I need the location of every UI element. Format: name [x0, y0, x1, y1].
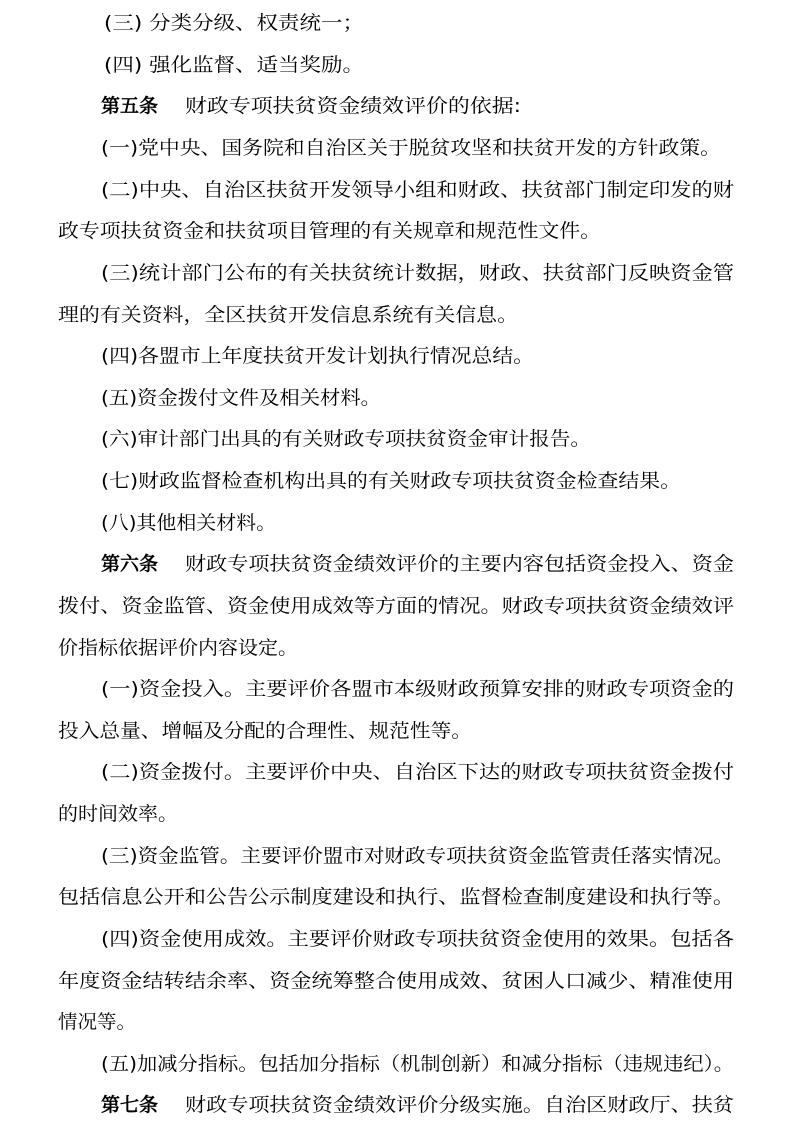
- article-text: 财政专项扶贫资金绩效评价的依据:: [185, 95, 521, 117]
- paragraph-text: 政专项扶贫资金和扶贫项目管理的有关规章和规范性文件。: [58, 220, 601, 242]
- paragraph-text: (六)审计部门出具的有关财政专项扶贫资金审计报告。: [101, 428, 591, 450]
- paragraph-text: 的时间效率。: [58, 803, 178, 825]
- paragraph-text: (八)其他相关材料。: [101, 512, 276, 534]
- paragraph-line: [58, 961, 734, 1001]
- paragraph-text: (一)党中央、国务院和自治区关于脱贫攻坚和扶贫开发的方针政策。: [101, 137, 721, 159]
- paragraph-text: 情况等。: [58, 1011, 136, 1033]
- paragraph-text: (五)资金拨付文件及相关材料。: [101, 387, 381, 409]
- paragraph-line: [101, 336, 534, 376]
- article-text: 财政专项扶贫资金绩效评价的主要内容包括资金投入、资金: [185, 553, 734, 575]
- paragraph-text: (三)资金监管。主要评价盟市对财政专项扶贫资金监管责任落实情况。: [101, 845, 734, 867]
- paragraph-line: [101, 1085, 734, 1125]
- paragraph-line: [104, 3, 364, 43]
- paragraph-line: [101, 752, 734, 792]
- paragraph-line: [101, 1044, 734, 1084]
- paragraph-text: (二)资金拨付。主要评价中央、自治区下达的财政专项扶贫资金拨付: [101, 761, 735, 783]
- paragraph-text: (五)加减分指标。包括加分指标（机制创新）和减分指标（违规违纪）。: [101, 1053, 734, 1075]
- paragraph-text: 理的有关资料，全区扶贫开发信息系统有关信息。: [58, 304, 518, 326]
- paragraph-line: [58, 295, 518, 335]
- paragraph-text: 拨付、资金监管、资金使用成效等方面的情况。财政专项扶贫资金绩效评: [58, 595, 734, 617]
- article-text: 财政专项扶贫资金绩效评价分级实施。自治区财政厅、扶贫: [185, 1094, 734, 1116]
- paragraph-line: [58, 794, 178, 834]
- paragraph-line: [58, 877, 734, 917]
- article-number: 第七条: [101, 1094, 159, 1116]
- paragraph-text: (七)财政监督检查机构出具的有关财政专项扶贫资金检查结果。: [101, 470, 681, 492]
- paragraph-text: 投入总量、增幅及分配的合理性、规范性等。: [58, 720, 472, 742]
- paragraph-line: [101, 503, 276, 543]
- paragraph-line: [101, 919, 734, 959]
- paragraph-line: [101, 253, 734, 293]
- paragraph-text: (三)统计部门公布的有关扶贫统计数据，财政、扶贫部门反映资金管: [101, 262, 735, 284]
- paragraph-text: 年度资金结转结余率、资金统筹整合使用成效、贫困人口减少、精准使用: [58, 970, 734, 992]
- paragraph-text: (四)资金使用成效。主要评价财政专项扶贫资金使用的效果。包括各: [101, 928, 735, 950]
- paragraph-line: [101, 86, 521, 126]
- paragraph-line: [104, 45, 364, 85]
- paragraph-text: (二)中央、自治区扶贫开发领导小组和财政、扶贫部门制定印发的财: [101, 179, 735, 201]
- paragraph-line: [58, 711, 472, 751]
- paragraph-line: [101, 669, 734, 709]
- paragraph-line: [58, 1002, 136, 1042]
- paragraph-text: (四)各盟市上年度扶贫开发计划执行情况总结。: [101, 345, 534, 367]
- paragraph-line: [58, 628, 298, 668]
- paragraph-line: [58, 211, 601, 251]
- paragraph-line: [101, 378, 381, 418]
- article-number: 第六条: [101, 553, 159, 575]
- paragraph-text: (三) 分类分级、权责统一；: [104, 12, 364, 34]
- paragraph-text: (一)资金投入。主要评价各盟市本级财政预算安排的财政专项资金的: [101, 678, 735, 700]
- paragraph-text: (四) 强化监督、适当奖励。: [104, 54, 364, 76]
- paragraph-line: [58, 586, 734, 626]
- paragraph-line: [101, 461, 681, 501]
- paragraph-line: [101, 128, 721, 168]
- paragraph-line: [101, 170, 734, 210]
- paragraph-text: 包括信息公开和公告公示制度建设和执行、监督检查制度建设和执行等。: [58, 886, 734, 908]
- paragraph-line: [101, 419, 591, 459]
- paragraph-line: [101, 836, 734, 876]
- article-number: 第五条: [101, 95, 159, 117]
- paragraph-line: [101, 544, 734, 584]
- paragraph-text: 价指标依据评价内容设定。: [58, 637, 298, 659]
